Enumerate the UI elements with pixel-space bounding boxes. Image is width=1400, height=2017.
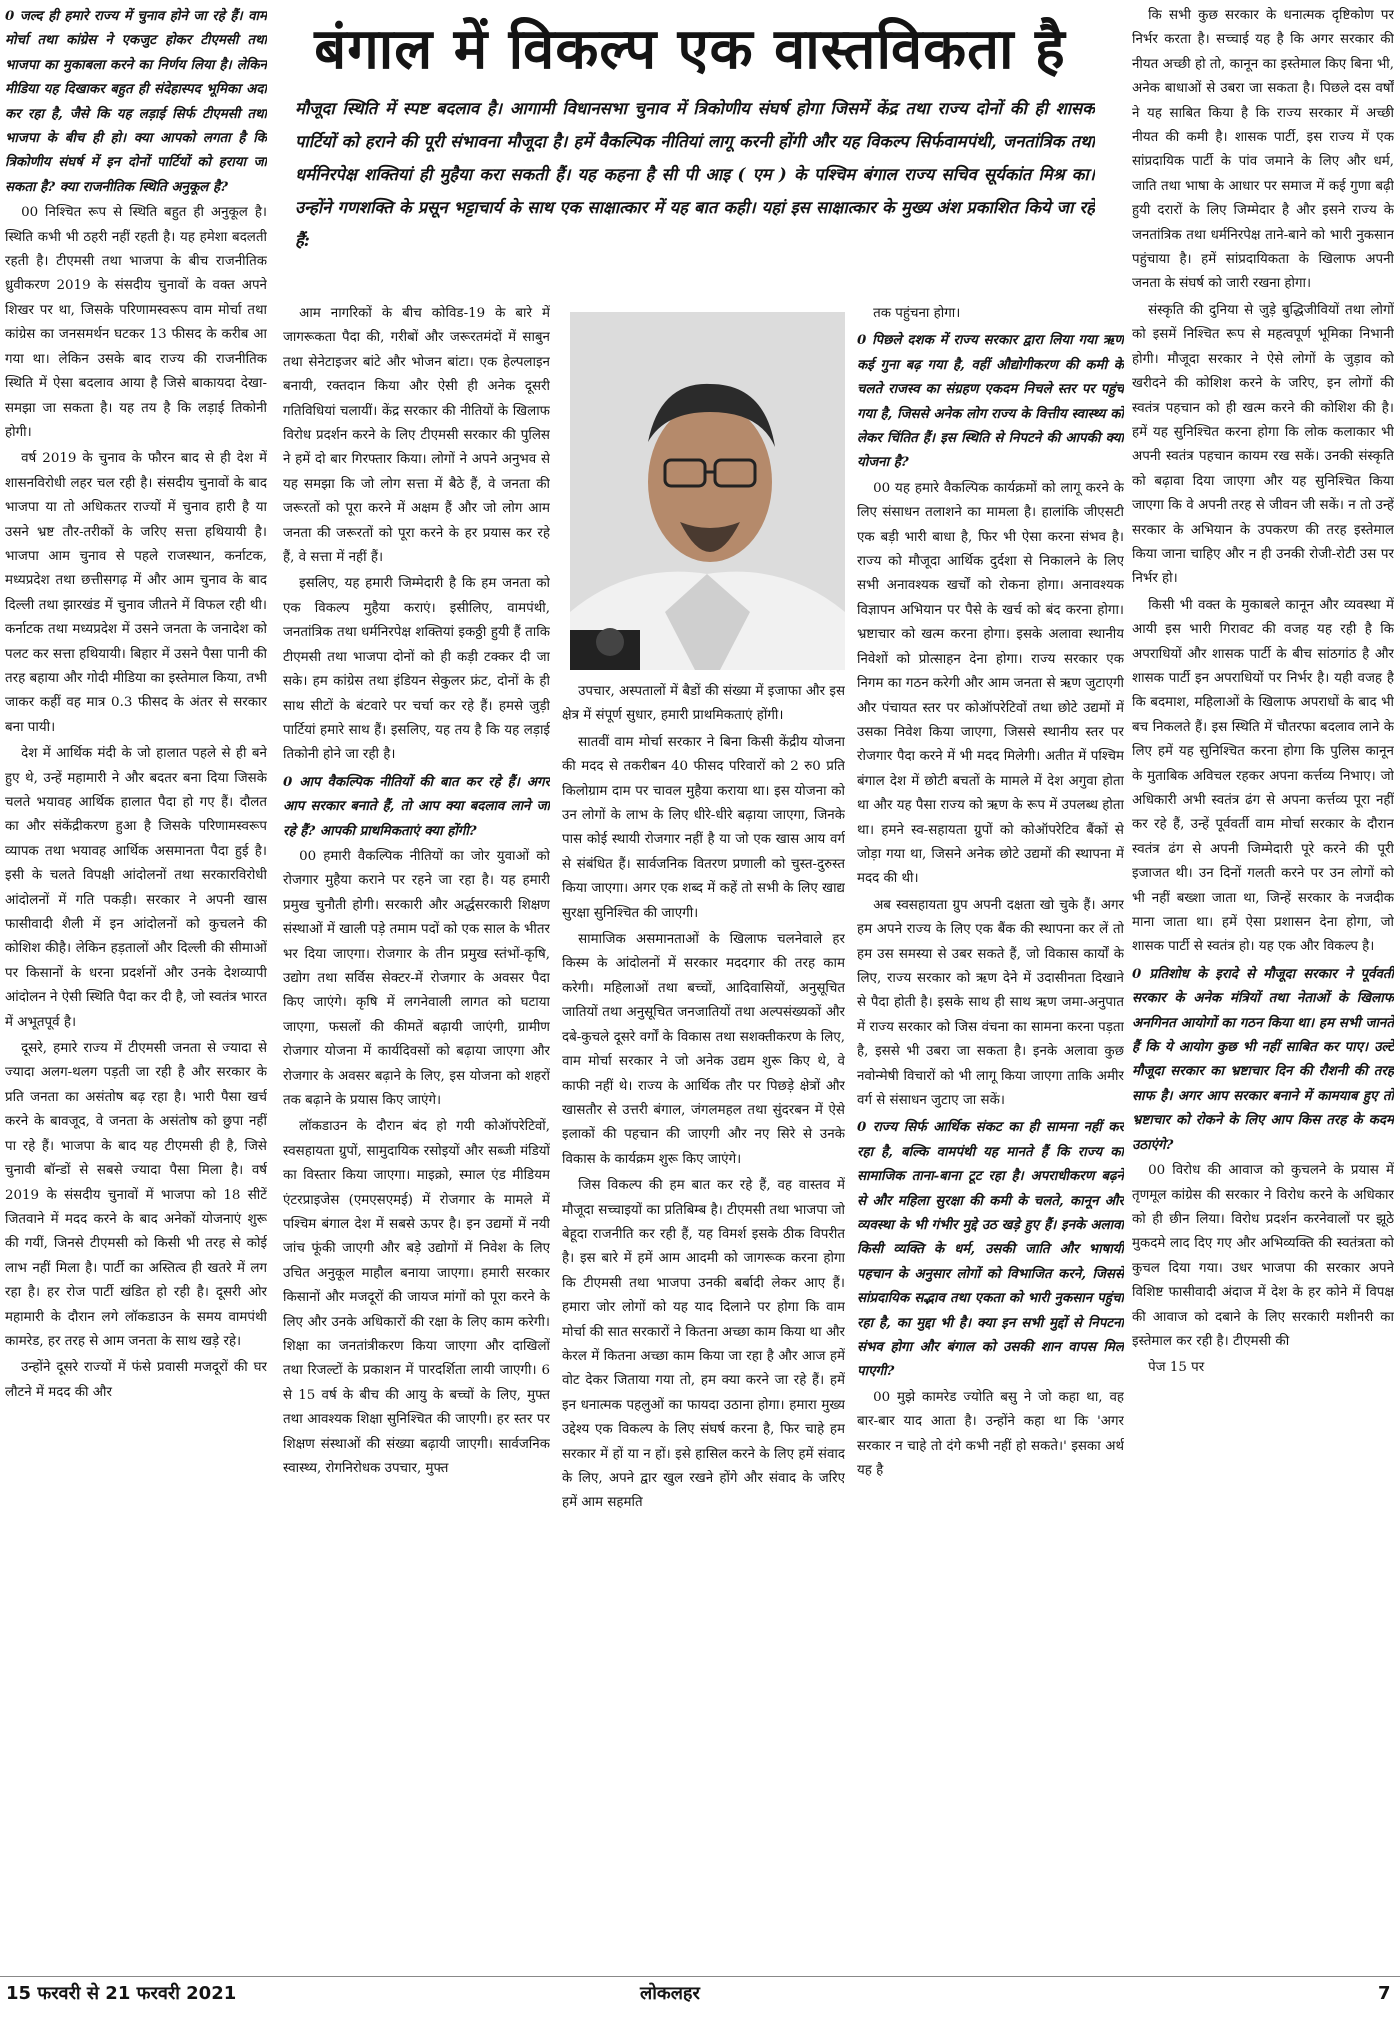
answer-paragraph: 00 निश्चित रूप से स्थिति बहुत ही अनुकूल है। स्थिति कभी भी ठहरी नहीं रहती है। यह हमेशा बदलती रहती है। टीएमसी तथा भाजपा के बीच राजनीतिक ध्रुवीकरण 2019 के संसदीय चुनावों के वक्त अपने शिखर पर था, जिसके परिणामस्वरूप वाम मोर्चा तथा कांग्रेस का जनसमर्थन घटकर 13 फीसद के करीब आ गया था। लेकिन उसके बाद राज्य की राजनीतिक स्थिति में ऐसा बदलाव आया है जिसे बाकायदा देखा-समझा जा सकता है। यह तय है कि लड़ाई तिकोनी होगी। (5, 205, 267, 440)
question-paragraph: 0 प्रतिशोध के इरादे से मौजूदा सरकार ने पूर्ववर्ती सरकार के अनेक मंत्रियों तथा नेताओं के खिलाफ अनगिनत आयोगों का गठन किया था। हम सभी जानते हैं कि ये आयोग कुछ भी नहीं साबित कर पाए। उल्टे मौजूदा सरकार का भ्रष्टाचार दिन की रौशनी की तरह साफ है। अगर आप सरकार बनाने में कामयाब हुए तो भ्रष्टाचार को रोकने के लिए आप किस तरह के कदम उठाएंगे? (1132, 965, 1394, 1153)
headline: बंगाल में विकल्प एक वास्तविकता है (314, 17, 1066, 82)
answer-paragraph: इसलिए, यह हमारी जिम्मेदारी है कि हम जनता को एक विकल्प मुहैया कराएं। इसीलिए, वामपंथी, जनतांत्रिक तथा धर्मनिरपेक्ष शक्तियां इकठ्ठी हुयी हैं ताकि टीएमसी तथा भाजपा दोनों को ही कड़ी टक्कर दी जा सके। हम कांग्रेस तथा इंडियन सेकुलर फ्रंट, दोनों के ही साथ सीटों के बंटवारे पर चर्चा कर रहे हैं। हमसे जुड़ी पार्टियां हमारे साथ हैं। इसलिए, यह तय है कि यह लड़ाई तिकोनी होने जा रही है। (283, 576, 550, 763)
answer-paragraph: 00 हमारी वैकल्पिक नीतियों का जोर युवाओं को रोजगार मुहैया कराने पर रहने जा रहा है। यह हमारी प्रमुख चुनौती होगी। सरकारी और अर्द्धसरकारी शिक्षण संस्थाओं में खाली पड़े तमाम पदों को एक साल के भीतर भर दिया जाएगा। रोजगार के तीन प्रमुख स्तंभों-कृषि, उद्योग तथा सर्विस सेक्टर-में रोजगार के अवसर पैदा किए जाएंगे। कृषि में लगनेवाली लागत को घटाया जाएगा, फसलों की कीमतें बढ़ायी जाएंगी, ग्रामीण रोजगार योजना में कार्यदिवसों को बढ़ाया जाएगा और रोजगार के अवसर बढ़ाने के लिए, इस योजना को शहरों तक बढ़ाने के प्रयास किए जाएंगे। (283, 848, 550, 1108)
answer-paragraph: 00 यह हमारे वैकल्पिक कार्यक्रमों को लागू करने के लिए संसाधन तलाशने का मामला है। हालांकि जीएसटी एक बड़ी भारी बाधा है, फिर भी ऐसा करना संभव है। राज्य को मौजूदा आर्थिक दुर्दशा से निकालने के लिए सभी अनावश्यक खर्चों को रोकना होगा। अनावश्यक विज्ञापन अभियान पर पैसे के खर्च को बंद करना होगा। भ्रष्टाचार को खत्म करना होगा। इसके अलावा स्थानीय निवेशों को प्रोत्साहन देना होगा। राज्य सरकार एक निगम का गठन करेगी और आम जनता से ऋण जुटाएगी और पंचायत स्तर पर कोऑपरेटिवों तथा छोटे उद्यमों में उसका निवेश किया जाएगा, जिससे स्थानीय स्तर पर रोजगार पैदा करने में भी मदद मिलेगी। अतीत में पश्चिम बंगाल देश में छोटी बचतों के मामले में देश अगुवा होता था और यह पैसा राज्य को ऋण के रूप में उपलब्ध होता था। हमने स्व-सहायता ग्रुपों को कोऑपरेटिव बैंकों से जोड़ा गया था, जिसने अनेक छोटे उद्यमों की स्थापना में मदद की थी। (857, 480, 1124, 887)
article-column-5 (1132, 4, 1394, 1970)
answer-paragraph: जिस विकल्प की हम बात कर रहे हैं, वह वास्तव में मौजूदा सच्चाइयों का प्रतिबिम्ब है। टीएमसी तथा भाजपा जो बेहूदा राजनीति कर रही हैं, यह विमर्श इसके ठीक विपरीत है। इस बारे में हमें आम आदमी को जागरूक करना होगा कि टीएमसी तथा भाजपा उनकी बर्बादी लेकर आए हैं। हमारा जोर लोगों को यह याद दिलाने पर होगा कि वाम मोर्चा की सात सरकारों ने कितना अच्छा काम किया था और केरल में कितना अच्छा काम किया जा रहा है और आज हमें वोट देकर जिताया गया तो, हम क्या करने जा रहे हैं। हमें इन धनात्मक पहलुओं का फायदा उठाना होगा। हमारा मुख्य उद्देश्य एक विकल्प के लिए संघर्ष करना है, फिर चाहे हम सरकार में हों या न हों। इसे हासिल करने के लिए हमें संवाद के लिए, अपने द्वार खुल रखने होंगे और संवाद के जरिए हमें आम सहमति (562, 1178, 845, 1511)
answer-paragraph: वर्ष 2019 के चुनाव के फौरन बाद से ही देश में शासनविरोधी लहर चल रही है। संसदीय चुनावों के बाद भाजपा या तो अधिकतर राज्यों में चुनाव हारी है या उसने भ्रष्ट तौर-तरीकों के जरिए सत्ता हथियायी है। भाजपा आम चुनाव से पहले राजस्थान, कर्नाटक, मध्यप्रदेश तथा छत्तीसगढ़ में और आम चुनाव के बाद दिल्ली तथा झारखंड में चुनाव जीतने में विफल रही थी। कर्नाटक तथा मध्यप्रदेश में उसने जनता के जनादेश को पलट कर सत्ता हथियायी। बिहार में उसने पैसा पानी की तरह बहाया और गोदी मीडिया का इस्तेमाल किया, तभी जाकर कहीं वह मात्र 0.3 फीसद के अंतर से सरकार बना पायी। (5, 451, 267, 735)
answer-paragraph: सातवीं वाम मोर्चा सरकार ने बिना किसी केंद्रीय योजना की मदद से तकरीबन 40 फीसद परिवारों को 2 रु0 प्रति किलोग्राम दाम पर चावल मुहैया कराया था। इस योजना को उन लोगों के लाभ के लिए धीरे-धीरे बढ़ाया जाएगा, जिनके पास कोई स्थायी रोजगार नहीं है या जो एक खास आय वर्ग से संबंधित हैं। सार्वजनिक वितरण प्रणाली को चुस्त-दुरुस्त किया जाएगा। अगर एक शब्द में कहें तो सभी के लिए खाद्य सुरक्षा सुनिश्चित की जाएगी। (562, 734, 845, 921)
answer-paragraph: किसी भी वक्त के मुकाबले कानून और व्यवस्था में आयी इस भारी गिरावट की वजह यह रही है कि अपराधियों और शासक पार्टी के बीच सांठगांठ है और शासक पार्टी इन अपराधियों पर निर्भर है। यही वजह है कि बदमाश, महिलाओं के खिलाफ अपराधों के बाद भी बच निकलते हैं। इस स्थिति में चौतरफा बदलाव लाने के लिए हमें यह सुनिश्चित करना होगा कि पुलिस कानून के मुताबिक अविचल रहकर अपना कर्त्तव्य निभाए। जो अधिकारी अभी स्वतंत्र ढंग से अपना कर्त्तव्य पूरा नहीं कर रहे हैं, उन्हें पूर्ववर्ती वाम मोर्चा सरकार के दौरान स्वतंत्र ढंग से अपनी जिम्मेदारी पूरे करने की पूरी इजाजत थी। उन दिनों गलती करने पर उन लोगों को भी नहीं बख्शा जाता था, जिन्हें सरकार के नजदीक माना जाता था। हमें ऐसा प्रशासन देना होगा, जो शासक पार्टी से स्वतंत्र हो। यह एक और विकल्प है। (1132, 597, 1394, 955)
answer-paragraph: पेज 15 पर (1148, 1360, 1205, 1376)
answer-paragraph: तक पहुंचना होगा। (873, 306, 961, 321)
answer-paragraph: उन्होंने दूसरे राज्यों में फंसे प्रवासी मजदूरों की घर लौटने में मदद की और (5, 1360, 267, 1400)
footer-publication: लोकलहर (640, 1983, 700, 2004)
answer-paragraph: देश में आर्थिक मंदी के जो हालात पहले से ही बने हुए थे, उन्हें महामारी ने और बदतर बना दिया जिसके चलते भयावह आर्थिक हालात पैदा हो गए हैं। दौलत का और संकेंद्रीकरण हुआ है जिसके परिणामस्वरूप व्यापक तथा भयावह आर्थिक असमानता पैदा हुई है। इसी के चलते विपक्षी आंदोलनों तथा सरकारविरोधी आंदोलनों में गति पकड़ी। सरकार ने अपनी खास फासीवादी शैली में इन आंदोलनों को कुचलने की कोशिश कीहै। लेकिन हड़तालों और दिल्ली की सीमाओं पर किसानों के धरना प्रदर्शनों और उनके देशव्यापी आंदोलन ने ऐसी स्थिति पैदा कर दी है, जो स्वतंत्र भारत में अभूतपूर्व है। (5, 746, 267, 1030)
answer-paragraph: 00 मुझे कामरेड ज्योति बसु ने जो कहा था, वह बार-बार याद आता है। उन्होंने कहा था कि 'अगर सरकार न चाहे तो दंगे कभी नहीं हो सकते।' इसका अर्थ यह है (857, 1389, 1124, 1479)
footer-page-number: 7 (1378, 1983, 1391, 2004)
question-paragraph: 0 आप वैकल्पिक नीतियों की बात कर रहे हैं। अगर आप सरकार बनाते हैं, तो आप क्या बदलाव लाने जा रहे हैं? आपकी प्राथमिकताएं क्या होंगी? (283, 773, 550, 839)
footer-date: 15 फरवरी से 21 फरवरी 2021 (6, 1983, 237, 2004)
article-column-2 (283, 302, 550, 1970)
article-column-1 (5, 4, 267, 1970)
answer-paragraph: दूसरे, हमारे राज्य में टीएमसी जनता से ज्यादा से ज्यादा अलग-थलग पड़ती जा रही है और सरकार के प्रति जनता का असंतोष बढ़ रहा है। भारी पैसा खर्च करने के बावजूद, वे जनता के असंतोष को छुपा नहीं पा रहे हैं। भाजपा के बाद यह टीएमसी ही है, जिसे चुनावी बॉन्डों से सबसे ज्यादा पैसा मिला है। वर्ष 2019 के संसदीय चुनावों में भाजपा को 18 सीटें जितवाने में मदद करने के बाद अनेकों योजनाएं शुरू की गयीं, जिनसे टीएमसी को किसी भी तरह से कोई लाभ नहीं मिला है। पार्टी का अस्तित्व ही खतरे में लग रहा है। हर रोज पार्टी खंडित हो रही है। दूसरी ओर महामारी के दौरान लगे लॉकडाउन के समय वामपंथी कामरेड, हर तरह से आम जनता के साथ खड़े रहे। (5, 1041, 267, 1349)
intro-text: मौजूदा स्थिति में स्पष्ट बदलाव है। आगामी विधानसभा चुनाव में त्रिकोणीय संघर्ष होगा जिसमें केंद्र तथा राज्य दोनों की ही शासक पार्टियों को हराने की पूरी संभावना मौजूदा है। हमें वैकल्पिक नीतियां लागू करनी होंगी और यह विकल्प सिर्फवामपंथी, जनतांत्रिक तथा धर्मनिरपेक्ष शक्तियां ही मुहैया करा सकती हैं। यह कहना है सी पी आइ ( एम ) के पश्चिम बंगाल राज्य सचिव सूर्यकांत मिश्र का। उन्होंने गणशक्ति के प्रसून भट्टाचार्य के साथ एक साक्षात्कार में यह बात कही। यहां इस साक्षात्कार के मुख्य अंश प्रकाशित किये जा रहे हैं: (295, 98, 1095, 250)
portrait-illustration (570, 312, 845, 670)
answer-paragraph: अब स्वसहायता ग्रुप अपनी दक्षता खो चुके हैं। अगर हम अपने राज्य के लिए एक बैंक की स्थापना कर लें तो हम उस समस्या से उबर सकते हैं, जो विकास कार्यों के लिए, राज्य सरकार को ऋण देने में उदासीनता दिखाने से पैदा होती है। इसके साथ ही साथ ऋण जमा-अनुपात में राज्य सरकार को जिस वंचना का सामना करना पड़ता है, इससे भी उबरा जा सकता है। इनके अलावा कुछ नवोन्मेषी विचारों को भी लागू किया जाएगा ताकि अमीर वर्ग से संसाधन जुटाए जा सकें। (857, 897, 1124, 1108)
answer-paragraph: संस्कृति की दुनिया से जुड़े बुद्धिजीवियों तथा लोगों को इसमें निश्चित रूप से महत्वपूर्ण भूमिका निभानी होगी। मौजूदा सरकार ने ऐसे लोगों के जुड़ाव को खरीदने की कोशिश करने के जरिए, इन लोगों की स्वतंत्र पहचान को ही खत्म करने की कोशिश की है। हमें यह सुनिश्चित करना होगा कि लोक कलाकार भी अपनी स्वतंत्र पहचान कायम रख सकें। उनकी संस्कृति को बढ़ावा दिया जाएगा और यह सुनिश्चित किया जाएगा कि वे अपनी तरह से जीवन जी सकें। न तो उन्हें सरकार के अभियान के उपकरण की तरह इस्तेमाल किया जाना चाहिए और न ही उनकी रोजी-रोटी उस पर निर्भर हो। (1132, 302, 1394, 587)
answer-paragraph: आम नागरिकों के बीच कोविड-19 के बारे में जागरूकता पैदा की, गरीबों और जरूरतमंदों में साबुन तथा सेनेटाइजर बांटे और भोजन बांटा। एक हेल्पलाइन बनायी, रक्तदान किया और ऐसी ही अनेक दूसरी गतिविधियां चलायीं। केंद्र सरकार की नीतियों के खिलाफ विरोध प्रदर्शन करने के लिए टीएमसी सरकार की पुलिस ने हमें दो बार गिरफ्तार किया। लोगों ने अपने अनुभव से यह समझा कि जो लोग सत्ता में बैठे हैं, वे जनता की जरूरतों को पूरा करने में अक्षम हैं और जो लोग आम जनता की जरूरतों को पूरा करने के हर प्रयास कर रहे हैं, वे सत्ता में नहीं हैं। (283, 306, 550, 566)
question-paragraph: 0 राज्य सिर्फ आर्थिक संकट का ही सामना नहीं कर रहा है, बल्कि वामपंथी यह मानते हैं कि राज्य का सामाजिक ताना-बाना टूट रहा है। अपराधीकरण बढ़ने से और महिला सुरक्षा की कमी के चलते, कानून और व्यवस्था के भी गंभीर मुद्दे उठ खड़े हुए हैं। इनके अलावा किसी व्यक्ति के धर्म, उसकी जाति और भाषायी पहचान के अनुसार लोगों को विभाजित करने, जिससे सांप्रदायिक सद्भाव तथा एकता को भारी नुकसान पहुंचा रहा है, का मुद्दा भी है। क्या इन सभी मुद्दों से निपटना संभव होगा और बंगाल को उसकी शान वापस मिल पाएगी? (857, 1119, 1124, 1380)
answer-paragraph: उपचार, अस्पतालों में बैडों की संख्या में इजाफा और इस क्षेत्र में संपूर्ण सुधार, हमारी प्राथमिकताएं होंगी। (562, 684, 845, 724)
answer-paragraph: 00 विरोध की आवाज को कुचलने के प्रयास में तृणमूल कांग्रेस की सरकार ने विरोध करने के अधिकार को ही छीन लिया। विरोध प्रदर्शन करनेवालों पर झूठे मुकदमे लाद दिए गए और अभिव्यक्ति की स्वतंत्रता को कुचल दिया गया। उधर भाजपा की सरकार अपने विशिष्ट फासीवादी अंदाज में देश के हर कोने में विपक्ष की आवाज को दबाने के लिए सरकारी मशीनरी का इस्तेमाल कर रही है। टीएमसी की (1132, 1163, 1394, 1349)
answer-paragraph: सामाजिक असमानताओं के खिलाफ चलनेवाले हर किस्म के आंदोलनों में सरकार मददगार की तरह काम करेगी। महिलाओं तथा बच्चों, आदिवासियों, अनुसूचित जातियों तथा अनुसूचित जनजातियों तथा अल्पसंख्यकों और दबे-कुचले दूसरे वर्गों के विकास तथा सशक्तीकरण के लिए, वाम मोर्चा सरकार ने जो अनेक उद्यम शुरू किए थे, वे काफी नहीं थे। राज्य के आर्थिक तौर पर पिछड़े क्षेत्रों और खासतौर से उत्तरी बंगाल, जंगलमहल तथा सुंदरबन में ऐसे इलाकों की पहचान की जाएगी और नए सिरे से उनके विकास के कार्यक्रम शुरू किए जाएंगे। (562, 932, 845, 1167)
answer-paragraph: लॉकडाउन के दौरान बंद हो गयी कोऑपरेटिवों, स्वसहायता ग्रुपों, सामुदायिक रसोइयों और सब्जी मंडियों का विस्तार किया जाएगा। माइक्रो, स्माल एंड मीडियम एंटरप्राइजेस (एमएसएमई) में रोजगार के मामले में पश्चिम बंगाल देश में सबसे ऊपर है। इन उद्यमों में नयी जांच फूंकी जाएगी और बड़े उद्योगों में निवेश के लिए उचित अनुकूल माहौल बनाया जाएगा। हमारी सरकार किसानों और मजदूरों की जायज मांगों को पूरा करने के लिए और उनके अधिकारों की रक्षा के लिए काम करेगी। शिक्षा का जनतांत्रीकरण किया जाएगा और दाखिलों तथा रिजल्टों के प्रकाशन में पारदर्शिता लायी जाएगी। 6 से 15 वर्ष के बीच की आयु के बच्चों के लिए, मुफ्त तथा आवश्यक शिक्षा सुनिश्चित की जाएगी। हर स्तर पर शिक्षण संस्थाओं की संख्या बढ़ायी जाएगी। सार्वजनिक स्वास्थ्य, रोगनिरोधक उपचार, मुफ्त (283, 1119, 550, 1477)
article-column-4 (857, 302, 1124, 1970)
question-paragraph: 0 पिछले दशक में राज्य सरकार द्वारा लिया गया ऋण कई गुना बढ़ गया है, वहीं औद्योगीकरण की कमी के चलते राजस्व का संग्रहण एकदम निचले स्तर पर पहुंच गया है, जिससे अनेक लोग राज्य के वित्तीय स्वास्थ्य को लेकर चिंतित हैं। इस स्थिति से निपटने की आपकी क्या योजना है? (857, 332, 1124, 471)
article-column-3 (562, 680, 845, 1970)
portrait-photo (570, 312, 845, 670)
answer-paragraph: कि सभी कुछ सरकार के धनात्मक दृष्टिकोण पर निर्भर करता है। सच्चाई यह है कि अगर सरकार की नीयत अच्छी हो तो, कानून का इस्तेमाल किए बिना भी, अनेक बाधाओं से उबरा जा सकता है। पिछले दस वर्षों ने यह साबित किया है कि राज्य सरकार में अच्छी नीयत की कमी है। शासक पार्टी, इस राज्य में एक सांप्रदायिक पार्टी के पांव जमाने के लिए और धर्म, जाति तथा भाषा के आधार पर समाज में कई गुणा बढ़ी हुयी दरारों के लिए जिम्मेदार है और इसने राज्य के जनतांत्रिक तथा धर्मनिरपेक्ष ताने-बाने को भारी नुकसान पहुंचाया है। हमें सांप्रदायिकता के खिलाफ अपनी जनता के संघर्ष को जारी रखना होगा। (1132, 8, 1394, 292)
footer-rule (0, 1976, 1400, 1977)
question-paragraph: 0 जल्द ही हमारे राज्य में चुनाव होने जा रहे हैं। वाम मोर्चा तथा कांग्रेस ने एकजुट होकर टीएमसी तथा भाजपा का मुकाबला करने का निर्णय लिया है। लेकिन मीडिया यह दिखाकर बहुत ही संदेहास्पद भूमिका अदा कर रहा है, जैसे कि यह लड़ाई सिर्फ टीएमसी तथा भाजपा के बीच ही हो। क्या आपको लगता है कि त्रिकोणीय संघर्ष में इन दोनों पार्टियों को हराया जा सकता है? क्या राजनीतिक स्थिति अनुकूल है? (5, 8, 267, 195)
